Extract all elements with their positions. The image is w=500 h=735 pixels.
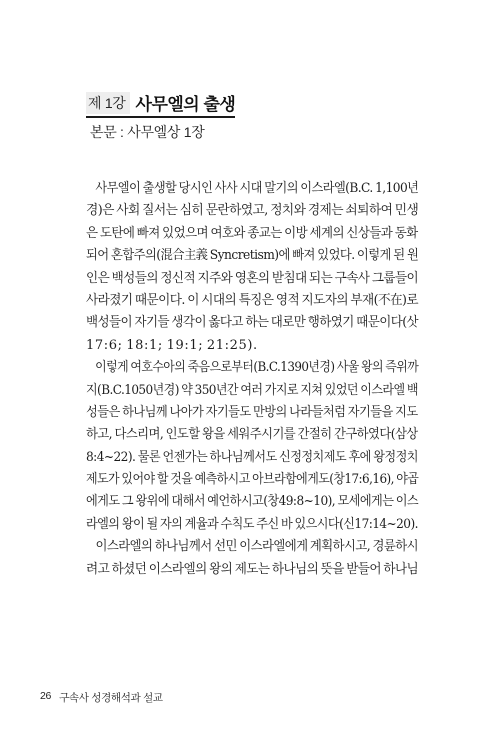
body-line: 경)은 사회 질서는 심히 문란하였고, 정치와 경제는 쇠퇴하여 민생: [86, 203, 419, 219]
page-footer: [40, 690, 163, 705]
body-line: 제도가 있어야 할 것을 예측하시고 아브라함에게도(창17:6,16), 야곱: [86, 472, 419, 488]
chapter-number: 제 1강: [86, 92, 130, 114]
body-line: 이렇게 여호수아의 죽음으로부터(B.C.1390년경) 사울 왕의 즉위까: [95, 360, 419, 376]
body-line: 이스라엘의 하나님께서 선민 이스라엘에게 계획하시고, 경륜하시: [95, 539, 419, 555]
chapter-header: [86, 92, 235, 118]
body-line: 8:4~22). 물론 언젠가는 하나님께서도 신정정치제도 후에 왕정정치: [86, 449, 418, 465]
body-line: 에게도 그 왕위에 대해서 예언하시고(창49:8~10), 모세에게는 이스: [86, 494, 419, 510]
scripture-reference: 본문 : 사무엘상 1장: [90, 124, 205, 140]
body-line: 사무엘이 출생할 당시인 사사 시대 말기의 이스라엘(B.C. 1,100년: [95, 181, 419, 196]
body-text: [86, 178, 418, 581]
body-line: 성들은 하나님께 나아가 자기들도 만방의 나라들처럼 자기들을 지도: [86, 404, 418, 420]
page-number: 26: [40, 690, 52, 702]
body-line: 라엘의 왕이 될 자의 계율과 수칙도 주신 바 있으시다(신17:14~20).: [86, 516, 418, 532]
body-line: 지(B.C.1050년경) 약 350년간 여러 가지로 지쳐 있었던 이스라엘 백: [86, 382, 418, 398]
body-line: 하고, 다스리며, 인도할 왕을 세워주시기를 간절히 간구하였다(삼상: [86, 427, 418, 443]
body-line: 17:6; 18:1; 19:1; 21:25).: [86, 337, 258, 353]
chapter-title: 사무엘의 출생: [135, 95, 236, 114]
body-line: 은 도탄에 빠져 있었으며 여호와 종교는 이방 세계의 신상들과 동화: [86, 225, 418, 241]
body-line: 되어 혼합주의(混合主義 Syncretism)에 빠져 있었다. 이렇게 된 원: [86, 248, 419, 264]
body-line: 려고 하셨던 이스라엘의 왕의 제도는 하나님의 뜻을 받들어 하나님: [86, 561, 419, 577]
body-line: 인은 백성들의 정신적 지주와 영혼의 받침대 되는 구속사 그룹들이: [86, 270, 419, 286]
book-title: 구속사 성경해석과 설교: [59, 692, 163, 704]
body-line: 백성들이 자기들 생각이 옳다고 하는 대로만 행하였기 때문이다(삿: [86, 315, 419, 331]
body-line: 사라졌기 때문이다. 이 시대의 특징은 영적 지도자의 부재(不在)로: [86, 292, 419, 308]
